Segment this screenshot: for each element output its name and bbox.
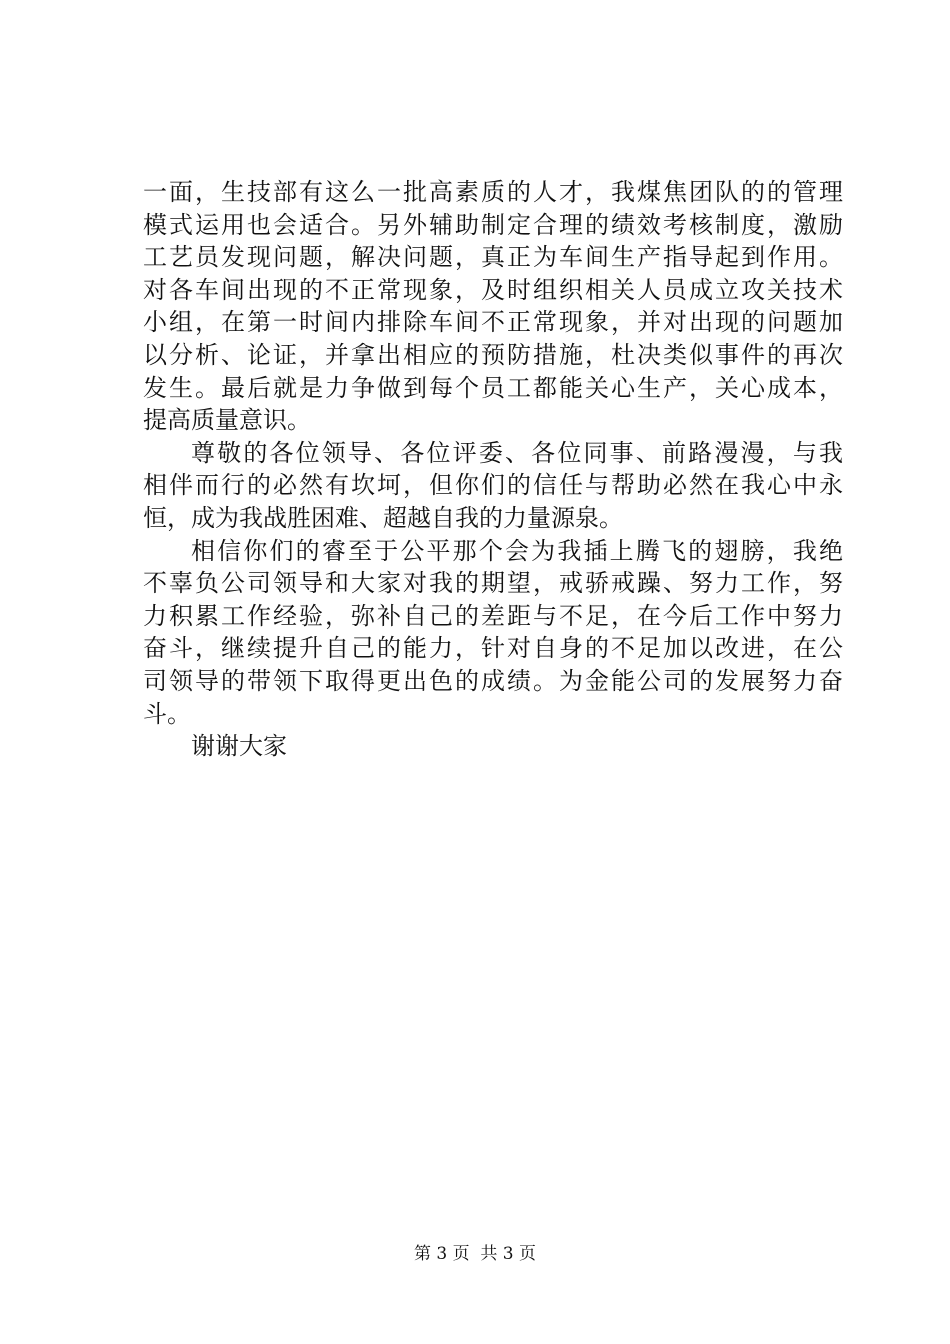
page-number: 第 3 页 共 3 页 xyxy=(413,1244,537,1264)
body-line: 对各车间出现的不正常现象，及时组织相关人员成立攻关技术 xyxy=(143,275,843,304)
body-line: 模式运用也会适合。另外辅助制定合理的绩效考核制度，激励 xyxy=(143,210,843,239)
body-line: 以分析、论证，并拿出相应的预防措施，杜决类似事件的再次 xyxy=(143,340,843,369)
document-body xyxy=(143,176,843,763)
body-line: 发生。最后就是力争做到每个员工都能关心生产，关心成本， xyxy=(143,373,843,402)
body-line: 相伴而行的必然有坎坷，但你们的信任与帮助必然在我心中永 xyxy=(143,471,843,500)
body-line: 尊敬的各位领导、各位评委、各位同事、前路漫漫，与我 xyxy=(191,438,843,467)
body-line: 提高质量意识。 xyxy=(143,406,311,435)
body-line: 司领导的带领下取得更出色的成绩。为金能公司的发展努力奋 xyxy=(143,666,843,695)
body-line: 工艺员发现问题，解决问题，真正为车间生产指导起到作用。 xyxy=(143,243,843,272)
closing-line: 谢谢大家 xyxy=(191,732,287,761)
body-line: 恒，成为我战胜困难、超越自我的力量源泉。 xyxy=(143,503,623,532)
body-line: 相信你们的睿至于公平那个会为我插上腾飞的翅膀，我绝 xyxy=(191,536,843,565)
body-line: 不辜负公司领导和大家对我的期望，戒骄戒躁、努力工作，努 xyxy=(143,569,843,598)
page-footer xyxy=(0,1243,950,1265)
body-line: 小组，在第一时间内排除车间不正常现象，并对出现的问题加 xyxy=(143,308,843,337)
body-line: 力积累工作经验，弥补自己的差距与不足，在今后工作中努力 xyxy=(143,601,843,630)
body-line: 一面，生技部有这么一批高素质的人才，我煤焦团队的的管理 xyxy=(143,178,843,206)
body-line: 奋斗，继续提升自己的能力，针对自身的不足加以改进，在公 xyxy=(143,634,843,663)
body-line: 斗。 xyxy=(143,699,191,728)
